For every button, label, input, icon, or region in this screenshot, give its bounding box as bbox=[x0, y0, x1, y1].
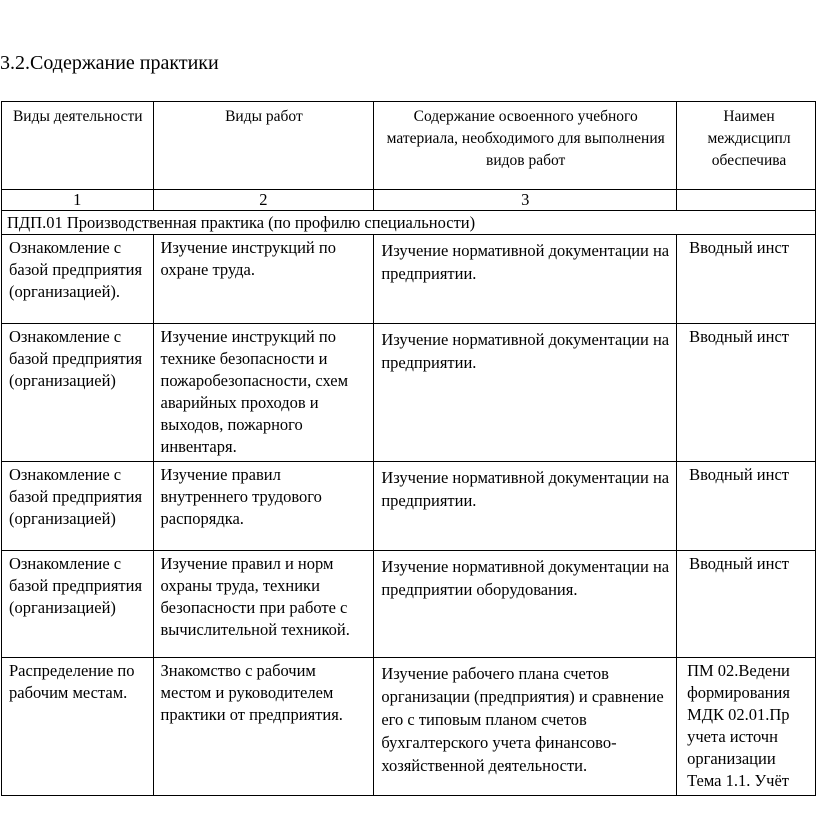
table-row bbox=[2, 658, 816, 796]
activity-cell: Ознакомление с базой предприятия (организацией) bbox=[2, 324, 154, 462]
column-number: 1 bbox=[2, 190, 154, 211]
section-title-text: ПДП.01 Производственная практика (по профилю специальности) bbox=[7, 213, 476, 232]
discipline-cell bbox=[677, 658, 816, 796]
header-material-content: Содержание освоенного учебного материала, необходимого для выполнения видов работ bbox=[374, 102, 677, 190]
discipline-cell: Вводный инст bbox=[677, 462, 816, 551]
table-row bbox=[2, 551, 816, 658]
content-cell: Изучение нормативной документации на предприятии. bbox=[374, 324, 677, 462]
activity-cell: Распределение по рабочим местам. bbox=[2, 658, 154, 796]
column-numbers-row bbox=[2, 190, 816, 211]
content-cell: Изучение нормативной документации на предприятии оборудования. bbox=[374, 551, 677, 658]
practice-content-table bbox=[1, 101, 816, 796]
activity-cell: Ознакомление с базой предприятия (организацией) bbox=[2, 551, 154, 658]
header-disciplines-line: обеспечива bbox=[711, 152, 787, 169]
table-row bbox=[2, 324, 816, 462]
section-title-row bbox=[2, 211, 816, 235]
discipline-line: организации bbox=[687, 749, 776, 768]
work-cell: Изучение правил и норм охраны труда, техники безопасности при работе с вычислительной техникой. bbox=[153, 551, 374, 658]
column-number: 2 bbox=[153, 190, 374, 211]
content-cell: Изучение нормативной документации на предприятии. bbox=[374, 462, 677, 551]
header-work-types: Виды работ bbox=[153, 102, 374, 190]
column-number bbox=[677, 190, 816, 211]
table-row bbox=[2, 235, 816, 324]
discipline-line: ПМ 02.Ведени bbox=[687, 661, 790, 680]
work-cell: Изучение правил внутреннего трудового распорядка. bbox=[153, 462, 374, 551]
section-heading: 3.2.Содержание практики bbox=[0, 52, 219, 74]
activity-cell: Ознакомление с базой предприятия (организацией). bbox=[2, 235, 154, 324]
discipline-line: Тема 1.1. Учёт bbox=[687, 771, 790, 790]
activity-cell: Ознакомление с базой предприятия (организацией) bbox=[2, 462, 154, 551]
content-cell: Изучение нормативной документации на предприятии. bbox=[374, 235, 677, 324]
table-row bbox=[2, 462, 816, 551]
discipline-line: формирования bbox=[687, 683, 790, 702]
header-disciplines bbox=[677, 102, 816, 190]
content-cell: Изучение рабочего плана счетов организации (предприятия) и сравнение его с типовым планом счетов бухгалтерского учета финансово-хозяйственной деятельности. bbox=[374, 658, 677, 796]
section-title bbox=[2, 211, 816, 235]
discipline-cell: Вводный инст bbox=[677, 235, 816, 324]
header-disciplines-line: Наимен bbox=[723, 108, 775, 125]
discipline-cell: Вводный инст bbox=[677, 324, 816, 462]
header-activity-types: Виды деятельности bbox=[2, 102, 154, 190]
discipline-cell: Вводный инст bbox=[677, 551, 816, 658]
work-cell: Знакомство с рабочим местом и руководителем практики от предприятия. bbox=[153, 658, 374, 796]
work-cell: Изучение инструкций по технике безопасности и пожаробезопасности, схем аварийных проходов и выходов, пожарного инвентаря. bbox=[153, 324, 374, 462]
discipline-line: МДК 02.01.Пр bbox=[687, 705, 790, 724]
discipline-line: учета источн bbox=[687, 727, 778, 746]
column-number: 3 bbox=[374, 190, 677, 211]
table-header-row bbox=[2, 102, 816, 190]
header-disciplines-line: междисципл bbox=[707, 130, 791, 147]
work-cell: Изучение инструкций по охране труда. bbox=[153, 235, 374, 324]
